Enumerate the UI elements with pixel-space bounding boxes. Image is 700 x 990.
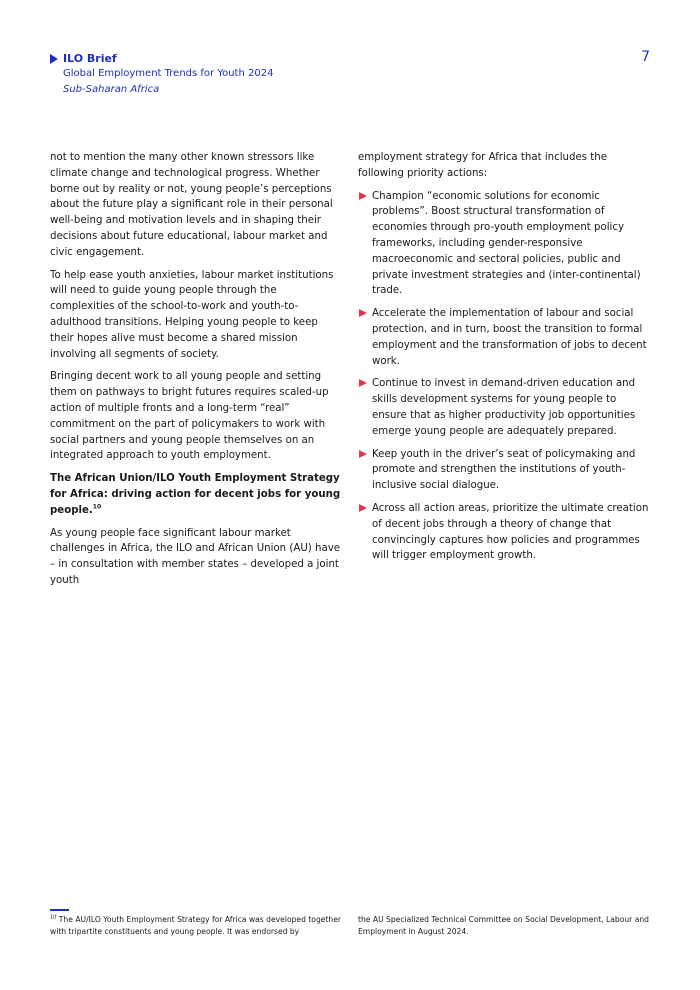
paragraph: not to mention the many other known stressors like climate change and technological progress. Whether borne out by reality or not, young people’s perceptions about the future play a significant role in their personal well-being and motivation levels and in shaping their decisions about future educational, labour market and civic engagement.	[50, 152, 333, 258]
series-label	[50, 52, 273, 66]
report-title: Global Employment Trends for Youth 2024	[63, 68, 274, 79]
paragraph: employment strategy for Africa that includes the following priority actions:	[358, 152, 608, 179]
footnote-left	[50, 914, 345, 937]
triangle-bullet-icon	[359, 192, 367, 200]
list-item-text: Continue to invest in demand-driven education and skills development systems for young people to ensure that as higher productivity job opportunities emerge young people are adequately prepared.	[372, 378, 636, 437]
list-item-text: Keep youth in the driver’s seat of policymaking and promote and strengthen the institutions of youth-inclusive social dialogue.	[372, 448, 636, 492]
paragraph: As young people face significant labour market challenges in Africa, the ILO and African Union (AU) have – in consultation with member states – developed a joint youth	[50, 527, 340, 586]
list-item-text: Accelerate the implementation of labour and social protection, and in turn, boost the transition to formal employment and the transformation of jobs to decent work.	[372, 308, 647, 367]
right-column	[358, 150, 652, 571]
list-item	[358, 189, 652, 300]
list-item-text: Across all action areas, prioritize the ultimate creation of decent jobs through a theory of change that convincingly captures how policies and programmes will trigger employment growth.	[372, 502, 649, 562]
list-item	[358, 447, 652, 494]
triangle-bullet-icon	[359, 309, 367, 317]
list-item-text: Champion “economic solutions for economic problems”. Boost structural transformation of economies through pro-youth employment policy frameworks, including gender-responsive macroeconomic and sectoral policies, public and private investment strategies and (inter-continental) trade.	[372, 190, 641, 297]
footnote-divider	[50, 909, 69, 911]
footnote-number: 10	[50, 914, 57, 921]
list-item	[358, 376, 652, 439]
page-number: 7	[641, 49, 650, 65]
section-heading	[50, 471, 342, 518]
footnote-text: The AU/ILO Youth Employment Strategy for Africa was developed together with tripartite constituents and young people. It was endorsed by	[50, 915, 342, 936]
footnote-ref[interactable]: 10	[92, 503, 102, 511]
section-heading-text: The African Union/ILO Youth Employment Strategy for Africa: driving action for decent jobs for young people.	[50, 473, 341, 516]
triangle-bullet-icon	[359, 379, 367, 387]
paragraph: To help ease youth anxieties, labour market institutions will need to guide young people through the complexities of the school-to-work and youth-to-adulthood transitions. Helping young people to keep their hopes alive must become a shared mission involving all segments of society.	[50, 269, 334, 360]
triangle-bullet-icon	[359, 504, 367, 512]
triangle-right-icon	[50, 54, 58, 64]
priority-actions-list	[358, 189, 652, 565]
list-item	[358, 306, 652, 369]
report-subtitle: Sub-Saharan Africa	[63, 84, 160, 95]
triangle-bullet-icon	[359, 450, 367, 458]
paragraph: Bringing decent work to all young people and setting them on pathways to bright futures requires scaled-up action of multiple fronts and a long-term “real” commitment on the part of policymakers to work with social partners and young people themselves on an integrated approach to youth employment.	[50, 371, 329, 462]
running-header	[50, 52, 273, 98]
footnote-right: the AU Specialized Technical Committee on Social Development, Labour and Employment in August 2024.	[358, 915, 649, 936]
series-label-text: ILO Brief	[63, 52, 117, 65]
list-item	[358, 501, 652, 564]
left-column	[50, 150, 342, 596]
